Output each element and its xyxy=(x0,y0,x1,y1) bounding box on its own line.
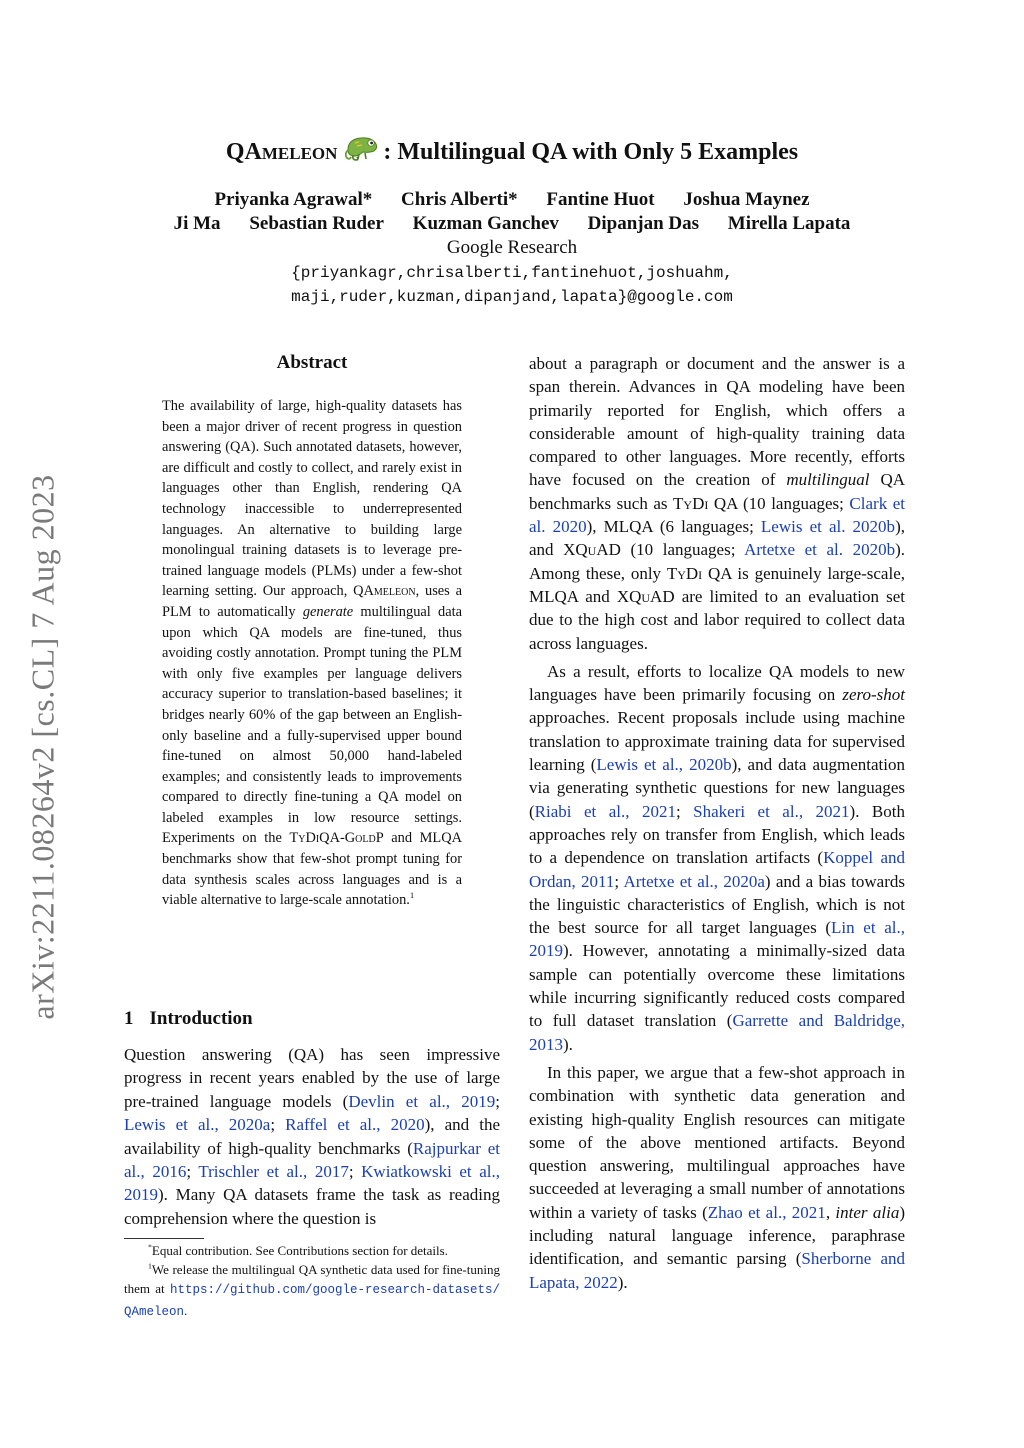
citation-link[interactable]: Zhao et al., 2021 xyxy=(707,1202,826,1222)
citation-link[interactable]: Artetxe et al. 2020b xyxy=(744,540,896,560)
citation-link[interactable]: Raffel et al., 2020 xyxy=(285,1115,425,1135)
citation-link[interactable]: Trischler et al., 2017 xyxy=(198,1162,349,1182)
citation-link[interactable]: Artetxe et al., 2020a xyxy=(623,871,765,891)
citation-link[interactable]: Rajpurkar et al., 2016 xyxy=(124,1138,500,1182)
author: Dipanjan Das xyxy=(587,213,700,234)
author: Kuzman Ganchev xyxy=(412,213,559,234)
footnote-ref: 1 xyxy=(409,890,415,901)
author: Sebastian Ruder xyxy=(249,213,384,234)
email-line-1: {priyankagr,chrisalberti,fantinehuot,joshuahm, xyxy=(291,264,733,282)
abstract-body: The availability of large, high-quality datasets has been a major driver of recent progress in question answering (QA). Such annotated datasets, however, are difficult and costly to collect, and rarely exist in languages other than English, rendering QA technology inaccessible to underrepresented languages. An alternative to building large monolingual training datasets is to leverage pre-trained language models (PLMs) under a few-shot learning setting. Our approach, QAmeleon, uses a PLM to automatically generate multilingual data upon which QA models are fine-tuned, thus avoiding costly annotation. Prompt tuning the PLM with only five examples per language delivers accuracy superior to translation-based baselines; it bridges nearly 60% of the gap between an English-only baseline and a fully-supervised upper bound fine-tuned on almost 50,000 hand-labeled examples; and consistently leads to improvements compared to directly fine-tuning a QA model on labeled examples in low resource settings. Experiments on the TyDiQA-GoldP and MLQA benchmarks show that few-shot prompt tuning for data synthesis scales across languages and is a viable alternative to large-scale annotation.$^1$ xyxy=(162,398,462,909)
email-line-2: maji,ruder,kuzman,dipanjand,lapata}@google.com xyxy=(291,288,733,306)
citation-link[interactable]: Sherborne and Lapata, 2022 xyxy=(529,1249,905,1292)
author: Chris Alberti* xyxy=(401,189,518,210)
arxiv-id: arXiv:2211.08264v2 [cs.CL] 7 Aug 2023 xyxy=(24,474,61,1020)
section-heading-introduction: 1 Introduction xyxy=(124,1008,253,1029)
right-column xyxy=(529,352,905,1294)
paragraph: In this paper, we argue that a few-shot approach in combination with synthetic data generation and existing high-quality English resources can mitigate some of the above mentioned artifacts. Beyond question answering, multilingual approaches have succeeded at leveraging a small number of annotations within a variety of tasks (Zhao et al., 2021, inter alia) including natural language inference, paraphrase identification, and semantic parsing (Sherborne and Lapata, 2022). xyxy=(529,1062,906,1292)
citation-link[interactable]: Riabi et al., 2021 xyxy=(534,801,676,821)
author: Ji Ma xyxy=(173,213,221,234)
citation-link[interactable]: Lin et al., 2019 xyxy=(529,918,905,961)
author: Joshua Maynez xyxy=(683,189,810,210)
author-row-2 xyxy=(0,213,1024,235)
abstract-heading: Abstract xyxy=(276,352,348,373)
paper-title xyxy=(0,133,1024,166)
title-rest: : Multilingual QA with Only 5 Examples xyxy=(383,139,799,165)
citation-link[interactable]: Lewis et al., 2020a xyxy=(124,1115,271,1135)
footnote-equal-contribution: *Equal contribution. See Contributions section for details. xyxy=(148,1242,448,1258)
footnotes xyxy=(124,1241,500,1322)
citation-link[interactable]: Lewis et al., 2020b xyxy=(596,755,732,775)
citation-link[interactable]: Garrette and Baldridge, 2013 xyxy=(529,1011,906,1054)
citation-link[interactable]: Clark et al. 2020 xyxy=(529,493,905,537)
footnote-divider xyxy=(124,1238,204,1239)
citation-link[interactable]: Lewis et al. 2020b xyxy=(760,517,896,537)
author-row-1 xyxy=(0,189,1024,211)
title-name: QAmeleon xyxy=(225,139,338,165)
citation-link[interactable]: Devlin et al., 2019 xyxy=(348,1091,496,1111)
introduction-paragraph: Question answering (QA) has seen impressive progress in recent years enabled by the use of large pre-trained language models (Devlin et al., 2019; Lewis et al., 2020a; Raffel et al., 2020), and the availability of high-quality benchmarks (Rajpurkar et al., 2016; Trischler et al., 2017; Kwiatkowski et al., 2019). Many QA datasets frame the task as reading comprehension where the question is xyxy=(124,1045,500,1228)
arxiv-sidebar-stamp xyxy=(20,452,66,1042)
citation-link[interactable]: Koppel and Ordan, 2011 xyxy=(529,848,905,891)
paragraph: about a paragraph or document and the answer is a span therein. Advances in QA modeling have been primarily reported for English, which offers a considerable amount of high-quality training data compared to other languages. More recently, efforts have focused on the creation of multilingual QA benchmarks such as TyDi QA (10 languages; Clark et al. 2020), MLQA (6 languages; Lewis et al. 2020b), and XQuAD (10 languages; Artetxe et al. 2020b). Among these, only TyDi QA is genuinely large-scale, MLQA and XQuAD are limited to an evaluation set due to the high cost and labor required to collect data across languages. xyxy=(529,354,906,653)
author: Priyanka Agrawal* xyxy=(214,189,373,210)
author: Fantine Huot xyxy=(546,189,655,210)
author: Mirella Lapata xyxy=(727,213,851,234)
chameleon-icon xyxy=(345,133,381,163)
affiliation: Google Research xyxy=(446,237,578,258)
citation-link[interactable]: Shakeri et al., 2021 xyxy=(693,801,850,821)
paragraph: As a result, efforts to localize QA models to new languages have been primarily focusing on zero-shot approaches. Recent proposals include using machine translation to approximate training data for supervised learning (Lewis et al., 2020b), and data augmentation via generating synthetic questions for new languages (Riabi et al., 2021; Shakeri et al., 2021). Both approaches rely on transfer from English, which leads to a dependence on translation artifacts (Koppel and Ordan, 2011; Artetxe et al., 2020a) and a bias towards the linguistic characteristics of English, which is not the best source for all target languages (Lin et al., 2019). However, annotating a minimally-sized data sample can potentially overcome these limitations while incurring significantly reduced costs compared to full dataset translation (Garrette and Baldridge, 2013). xyxy=(529,661,906,1054)
footnote-data-release: $^1$We release the multilingual QA synthetic data used for fine-tuning them at https://github.com/google-research-datasets/QAmeleon. xyxy=(124,1261,500,1319)
github-link[interactable]: https://github.com/google-research-datasets/QAmeleon xyxy=(124,1283,500,1319)
citation-link[interactable]: Kwiatkowski et al., 2019 xyxy=(124,1162,500,1205)
